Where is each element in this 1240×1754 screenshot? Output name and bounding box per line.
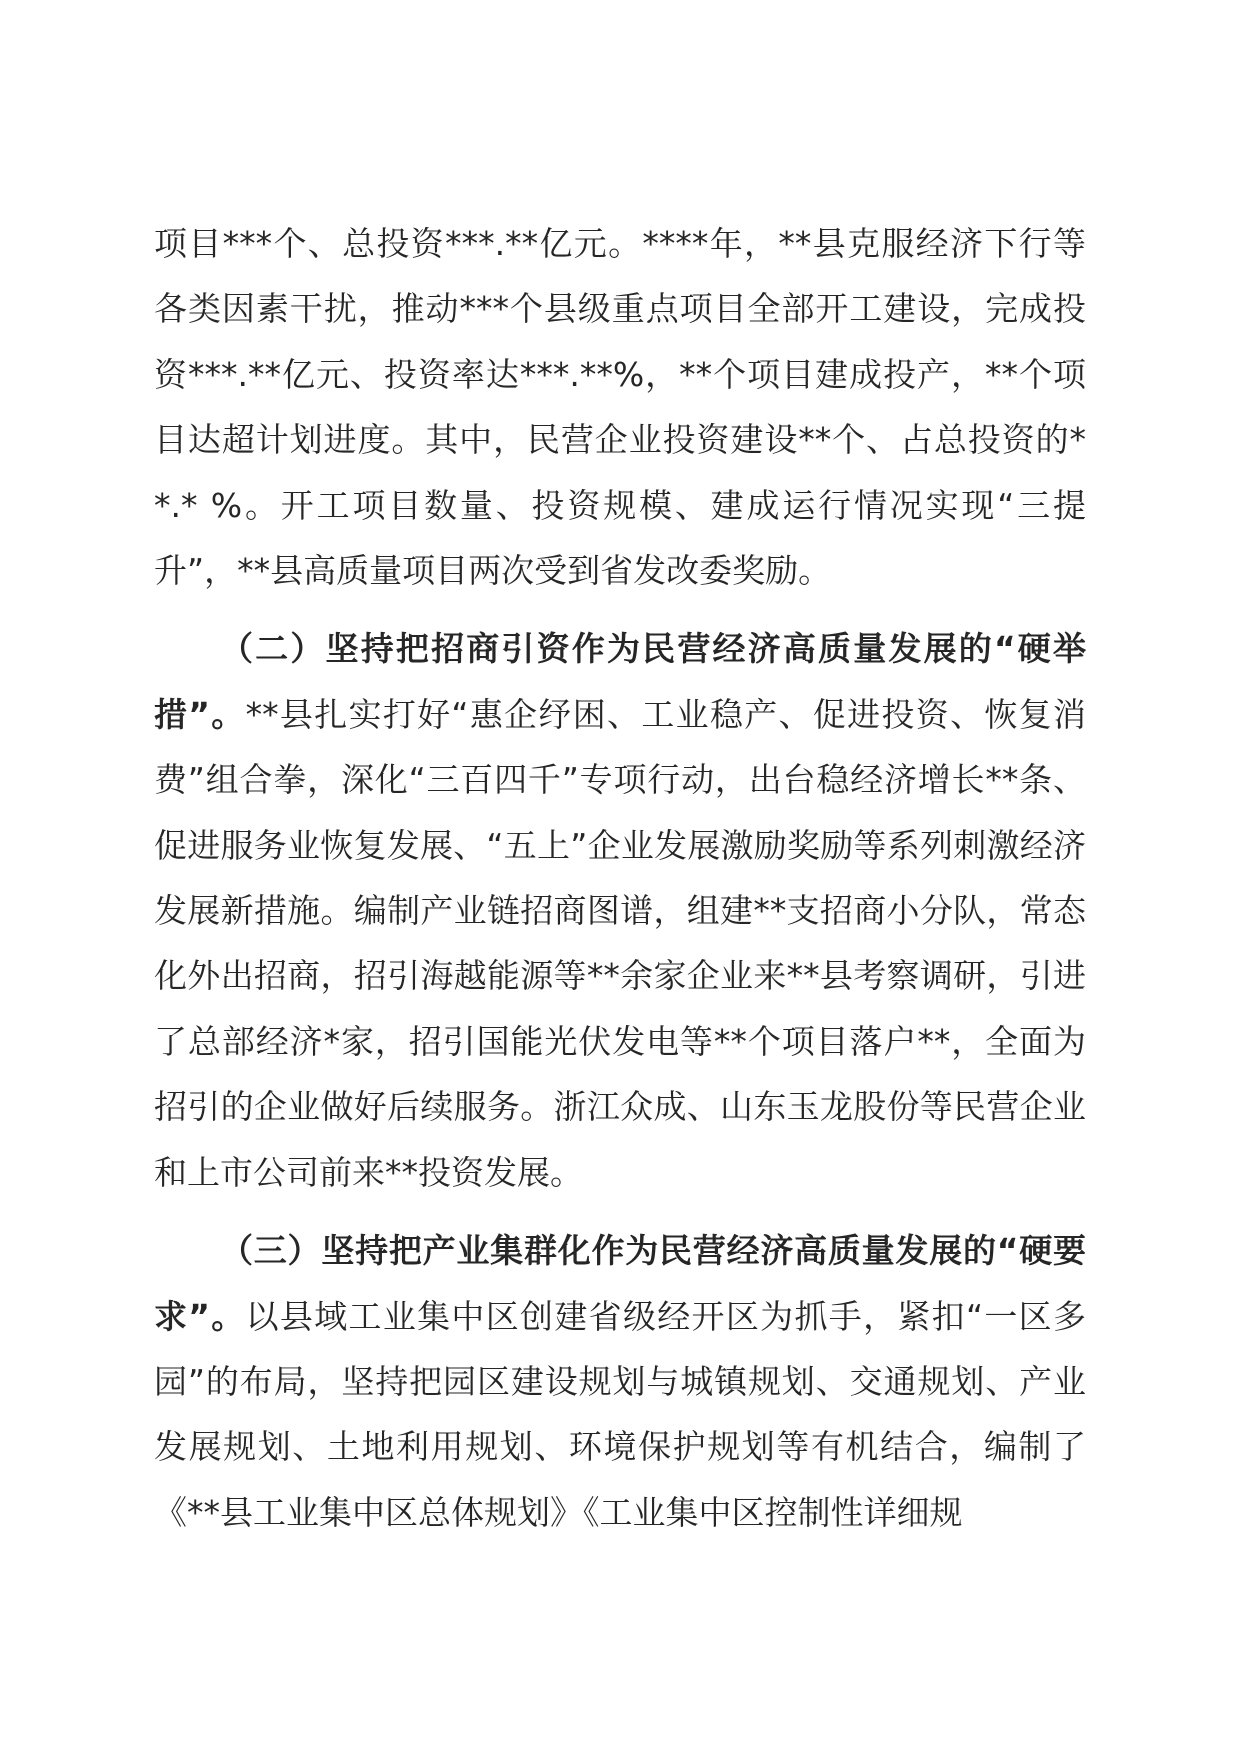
paragraph-2-heading: （二）坚持把招商引资作为民营经济高质量发展的“硬举措”。 <box>154 629 1086 734</box>
document-body <box>154 211 1086 1558</box>
paragraph-2 <box>154 616 1086 1205</box>
paragraph-1 <box>154 211 1086 603</box>
paragraph-3-text: 以县域工业集中区创建省级经开区为抓手，紧扣“一区多园”的布局，坚持把园区建设规划与城镇规划、交通规划、产业发展规划、土地利用规划、环境保护规划等有机结合，编制了《**县工业集中区总体规划》《工业集中区控制性详细规 <box>154 1296 1086 1532</box>
paragraph-1-text: 项目***个、总投资***.**亿元。****年，**县克服经济下行等各类因素干扰，推动***个县级重点项目全部开工建设，完成投资***.**亿元、投资率达***.**%，**个项目建成投产，**个项目达超计划进度。其中，民营企业投资建设**个、占总投资的**.* %。开工项目数量、投资规模、建成运行情况实现“三提升”，**县高质量项目两次受到省发改委奖励。 <box>154 224 1086 591</box>
paragraph-3-heading: （三）坚持把产业集群化作为民营经济高质量发展的“硬要求”。 <box>154 1231 1086 1336</box>
paragraph-2-text: **县扎实打好“惠企纾困、工业稳产、促进投资、恢复消费”组合拳，深化“三百四千”专项行动，出台稳经济增长**条、促进服务业恢复发展、“五上”企业发展激励奖励等系列刺激经济发展新措施。编制产业链招商图谱，组建**支招商小分队，常态化外出招商，招引海越能源等**余家企业来**县考察调研，引进了总部经济*家，招引国能光伏发电等**个项目落户**，全面为招引的企业做好后续服务。浙江众成、山东玉龙股份等民营企业和上市公司前来**投资发展。 <box>154 694 1087 1192</box>
paragraph-3 <box>154 1218 1086 1545</box>
